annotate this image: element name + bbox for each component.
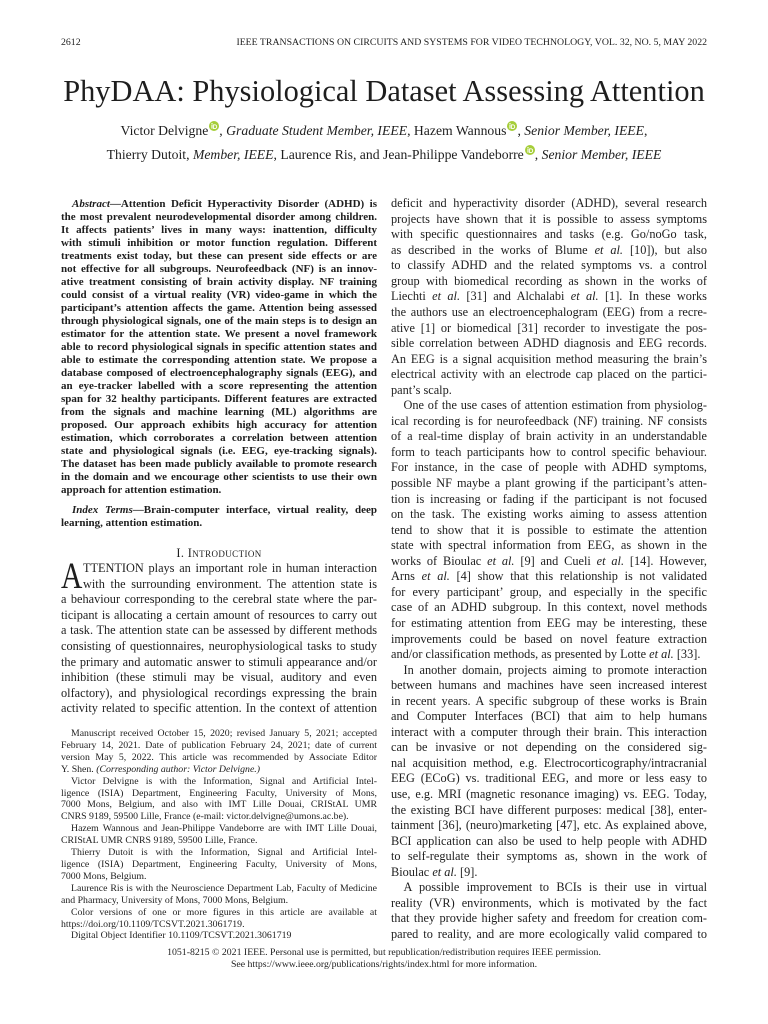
page-number: 2612 <box>61 37 81 48</box>
text-run: Victor Delvigne <box>120 123 209 138</box>
body-line <box>391 383 707 399</box>
footnote-line <box>61 895 377 907</box>
footnote-line <box>61 728 377 740</box>
abstract-line <box>61 406 377 419</box>
text-run: Bioulac <box>391 864 433 879</box>
body-line <box>61 686 377 702</box>
body-line <box>61 608 377 624</box>
body-line <box>391 834 707 850</box>
text-run: and Computer Interfaces (BCI) that aim to help humans <box>391 709 707 724</box>
text-run: and/or classification methods, as presented by Lotte <box>391 647 650 662</box>
italic-run: Senior Member, IEEE <box>524 123 645 138</box>
abstract-line <box>61 445 377 458</box>
text-run: 1051-8215 © 2021 IEEE. Personal use is permitted, but republication/redistribution requires IEEE permission. <box>167 947 601 958</box>
text-run: span for 32 healthy participants. Different features are extracted <box>61 393 377 406</box>
text-run: Y. Shen. <box>61 763 97 775</box>
body-line <box>391 196 707 212</box>
abstract-line <box>61 484 377 497</box>
text-run: ative [1] or biomedical [31] recorder to investigate the pos- <box>391 320 707 335</box>
footnotes <box>61 728 377 942</box>
text-run: Color versions of one or more figures in this article are available at <box>71 906 377 918</box>
body-line <box>391 663 707 679</box>
body-line <box>391 492 707 508</box>
text-run: improvements could be based on novel feature extraction <box>391 631 707 646</box>
text-run: the authors use an electroencephalogram (EEG) from a recre- <box>391 305 707 320</box>
text-run: approach for attention estimation. <box>61 484 222 497</box>
text-run: tainment [36], (neuro)marketing [47], etc. As explained above, <box>391 818 707 833</box>
body-line <box>61 577 377 593</box>
right-column-body <box>391 196 707 942</box>
abstract-line <box>61 419 377 432</box>
text-run: projects have shown that it is possible to assess symptoms <box>391 211 707 226</box>
footnote-line <box>61 907 377 919</box>
text-run: version May 5, 2022. This article was recommended by Associate Editor <box>61 751 377 763</box>
footnote-line <box>61 799 377 811</box>
left-column-body <box>61 561 377 716</box>
italic-run: et al. <box>596 553 625 568</box>
body-line <box>391 367 707 383</box>
italic-run: et al. <box>421 569 450 584</box>
abstract-line <box>61 237 377 250</box>
italic-run: et al. <box>432 289 461 304</box>
abstract-line <box>61 302 377 315</box>
text-run: possible NF maybe a plant growing if the participant’s atten- <box>391 476 707 491</box>
text-run: with specific questionnaires and tasks (e.g. Go/noGo task, <box>391 227 707 242</box>
text-run: a task. The attention state can be assessed by different methods <box>61 623 377 638</box>
orcid-icon <box>525 145 535 155</box>
text-run: consisting of questionnaires, neurophysiological tasks to study <box>61 639 377 654</box>
text-run: a behaviour corresponding to the cerebral state where the par- <box>61 592 377 607</box>
text-run: sible correlation between ADHD diagnosis and EEG records. <box>391 336 707 351</box>
italic-run: Graduate Student Member, IEEE <box>226 123 408 138</box>
text-run: through physiological signals, one of the main steps is to design an <box>61 315 377 328</box>
abstract-line <box>61 198 377 211</box>
text-run: olfactory), and physiological recordings expressing the brain <box>61 685 377 700</box>
text-run: , <box>644 123 648 138</box>
body-line <box>391 352 707 368</box>
drop-cap: A <box>61 556 83 597</box>
text-run: as described in the works of Blume <box>391 242 595 257</box>
body-line <box>391 569 707 585</box>
body-line <box>391 585 707 601</box>
body-line <box>391 227 707 243</box>
footnote-line <box>61 776 377 788</box>
text-run: electrical activity with an electrode cap placed on the partici- <box>391 367 707 382</box>
text-run: CRIStAL UMR CNRS 9189, 59500 Lille, France. <box>61 835 258 847</box>
text-run: ligence (ISIA) Department, Engineering Faculty, University of Mons, <box>61 858 377 870</box>
footnote-line <box>61 919 377 931</box>
abstract-line <box>61 263 377 276</box>
text-run: [9]. <box>456 864 478 879</box>
author-line <box>0 119 768 143</box>
text-run: able to record physiological signals in specific attention states and <box>61 341 377 354</box>
text-run: activity related to specific attention. In the context of attention <box>61 701 377 716</box>
italic-run: et al. <box>570 289 599 304</box>
italic-run: et al. <box>432 864 457 879</box>
body-line <box>391 507 707 523</box>
footnote-line <box>61 930 377 942</box>
italic-run: et al. <box>649 647 674 662</box>
text-run: to self-regulate their symptoms as, shown in the work of <box>391 849 707 864</box>
text-run: form to teach participants how to control specific behaviour. <box>391 444 707 459</box>
text-run: An EEG is a signal acquisition method measuring the brain’s <box>391 351 707 366</box>
italic-run: et al. <box>594 242 624 257</box>
text-run: nal acquisition method, e.g. Electrocorticography/intracranial <box>391 755 707 770</box>
text-run: learning, attention estimation. <box>61 516 203 529</box>
text-run: and Pharmacy, University of Mons, 7000 Mons, Belgium. <box>61 894 289 906</box>
body-line <box>391 414 707 430</box>
text-run: [31] and Alchalabi <box>460 289 571 304</box>
text-run: Thierry Dutoit, <box>106 147 193 162</box>
text-run: , <box>517 123 525 138</box>
body-line <box>391 896 707 912</box>
text-run: Liechti <box>391 289 433 304</box>
abstract-line <box>61 289 377 302</box>
text-run: BCI application can also be used to help people with ADHD <box>391 833 707 848</box>
text-run: interact with a computer through their brain. This interaction <box>391 724 707 739</box>
text-run: participant’s attention affects the game. Attention being assessed <box>61 302 377 315</box>
body-line <box>391 212 707 228</box>
italic-run: (Corresponding author: Victor Delvigne.) <box>96 763 261 775</box>
text-run: , <box>534 147 542 162</box>
text-run: in the domain and we encourage other scientists to use their own <box>61 471 377 484</box>
body-line <box>61 639 377 655</box>
text-run: One of the use cases of attention estimation from physiolog- <box>403 398 707 413</box>
body-line <box>391 616 707 632</box>
text-run: Thierry Dutoit is with the Information, Signal and Artificial Intel- <box>71 847 377 859</box>
text-run: deficit and hyperactivity disorder (ADHD), several research <box>391 196 707 211</box>
text-run: for every participant’ group, and especially in the specific <box>391 584 707 599</box>
text-run: Laurence Ris is with the Neuroscience Department Lab, Faculty of Medicine <box>71 882 377 894</box>
text-run: the most prevalent neurodevelopmental disorder among children. <box>61 211 377 224</box>
body-line <box>391 865 707 881</box>
abstract-line <box>61 211 377 224</box>
text-run: ative treatment consisting of brain activity display. NF training <box>61 276 377 289</box>
footnote-line <box>61 871 377 883</box>
text-run: the primary and automatic answer to stimuli appearance and/or <box>61 654 377 669</box>
text-run: [9] and Cueli <box>514 553 597 568</box>
text-run: [4] show that this relationship is not validated <box>449 569 707 584</box>
body-line <box>391 321 707 337</box>
body-line <box>391 818 707 834</box>
copyright-notice <box>0 947 768 971</box>
text-run: pant’s scalp. <box>391 382 452 397</box>
body-line <box>61 670 377 686</box>
text-run: tend to show that it is possible to estimate the attention <box>391 522 707 537</box>
text-run: in recent years. A specific subgroup of these works is Brain <box>391 693 707 708</box>
abstract-label: Abstract <box>72 198 110 210</box>
text-run: https://doi.org/10.1109/TCSVT.2021.3061719. <box>61 918 245 930</box>
body-line <box>391 445 707 461</box>
text-run: that they provide higher safety and freedom for creation com- <box>391 911 707 926</box>
body-line <box>391 600 707 616</box>
text-run: can be invasive or not depending on the considered sig- <box>391 740 707 755</box>
orcid-icon <box>209 121 219 131</box>
text-run: Arns <box>391 569 422 584</box>
text-run: Manuscript received October 15, 2020; revised January 5, 2021; accepted <box>71 728 377 739</box>
body-line <box>391 678 707 694</box>
text-run: could consist of a virtual reality (VR) video-game in which the <box>61 289 377 302</box>
body-line <box>391 709 707 725</box>
abstract-line <box>61 354 377 367</box>
abstract-line <box>61 380 377 393</box>
text-run: inhibition (these stimuli may be visual, auditory and even <box>61 670 377 685</box>
text-run: Victor Delvigne is with the Information, Signal and Artificial Intel- <box>71 775 377 787</box>
body-line <box>391 243 707 259</box>
footnote-line <box>61 823 377 835</box>
text-run: able to estimate the corresponding attention state. We propose a <box>61 354 377 367</box>
text-run: case of an ADHD subgroup. In this context, novel methods <box>391 600 707 615</box>
text-run: with stimuli inhibition or motor function regulation. Different <box>61 237 377 250</box>
text-run: state with spectral information from EEG, as shown in the <box>391 538 707 553</box>
text-run: ical recording is for neurofeedback (NF) training. NF consists <box>391 413 707 428</box>
footnote-line <box>61 764 377 776</box>
orcid-icon <box>507 121 517 131</box>
index-terms <box>61 504 377 530</box>
section-heading: I. Introduction <box>176 546 262 560</box>
text-run: group with biomedical recording as shown in the works of <box>391 273 707 288</box>
footnote-line <box>61 740 377 752</box>
abstract-line <box>61 250 377 263</box>
body-line <box>391 725 707 741</box>
text-run: treatments exist today, but these can present side effects or are <box>61 250 377 263</box>
text-run: TTENTION plays an important role in human interaction <box>83 561 377 576</box>
footnote-line <box>61 883 377 895</box>
text-run: proposed. Our approach exhibits high accuracy for attention <box>61 419 377 432</box>
body-line <box>61 623 377 639</box>
body-line <box>391 398 707 414</box>
body-line <box>391 756 707 772</box>
text-run: with the surrounding environment. The attention state is <box>83 576 377 591</box>
text-run: to classify ADHD and the related symptoms vs. a control <box>391 258 707 273</box>
text-run: , Laurence Ris, and Jean-Philippe Vandeborre <box>273 147 524 162</box>
body-line <box>391 258 707 274</box>
text-run: February 14, 2021. Date of publication February 24, 2021; date of current <box>61 739 377 751</box>
text-run: Hazem Wannous and Jean-Philippe Vandeborre are with IMT Lille Douai, <box>71 823 377 835</box>
text-run: —Brain-computer interface, virtual reality, deep <box>132 503 377 516</box>
text-run: use, e.g. MRI (magnetic resonance imaging) vs. EEG. Today, <box>391 786 707 801</box>
author-list <box>0 119 768 167</box>
body-line <box>391 429 707 445</box>
body-line <box>61 655 377 671</box>
abstract-line <box>61 276 377 289</box>
text-run: between humans and machines have seen increased interest <box>391 678 707 693</box>
text-run: tion is increasing or fading if the participant is not focused <box>391 491 707 506</box>
body-line <box>391 476 707 492</box>
abstract-line <box>61 471 377 484</box>
text-run: [33]. <box>673 647 701 662</box>
body-line <box>391 849 707 865</box>
running-header: IEEE TRANSACTIONS ON CIRCUITS AND SYSTEMS FOR VIDEO TECHNOLOGY, VOL. 32, NO. 5, MAY 2022 <box>236 37 707 48</box>
body-line <box>391 336 707 352</box>
abstract <box>61 198 377 497</box>
text-run: —Attention Deficit Hyperactivity Disorder (ADHD) is <box>109 198 377 210</box>
body-line <box>391 647 707 663</box>
body-line <box>391 803 707 819</box>
footnote-line <box>61 847 377 859</box>
body-line <box>391 274 707 290</box>
paper-title: PhyDAA: Physiological Dataset Assessing Attention <box>63 74 705 108</box>
body-line <box>61 701 377 717</box>
copyright-line <box>0 959 768 971</box>
italic-run: Member, IEEE <box>192 147 274 162</box>
abstract-line <box>61 328 377 341</box>
body-line <box>391 523 707 539</box>
text-run: ligence (ISIA) Department, Engineering Faculty, University of Mons, <box>61 787 377 799</box>
text-run: estimator for the attention state. We present a novel framework <box>61 328 377 341</box>
text-run: The dataset has been made publicly available to promote research <box>61 458 377 471</box>
body-line <box>391 911 707 927</box>
text-run: 7000 Mons, Belgium, and also with IMT Lille Douai, CRIStAL UMR <box>61 799 377 811</box>
text-run: works of Bioulac <box>391 553 488 568</box>
body-line <box>391 771 707 787</box>
text-run: database composed of electroencephalography signals (EEG), and <box>61 367 377 380</box>
abstract-line <box>61 341 377 354</box>
text-run: EEG (ECoG) vs. traditional EEG, and more or less easy to <box>391 771 707 786</box>
body-line <box>391 460 707 476</box>
index-terms-line <box>61 517 377 530</box>
text-run: estimation, which corroborates a correlation between attention <box>61 432 377 445</box>
body-line <box>61 561 377 577</box>
body-line <box>391 740 707 756</box>
text-run: CNRS 9189, 59500 Lille, France (e-mail: victor.delvigne@umons.ac.be). <box>61 811 349 823</box>
text-run: [1]. In these works <box>598 289 707 304</box>
text-run: It affects patients’ lives in many ways: inattention, difficulty <box>61 224 377 237</box>
italic-run: et al. <box>487 553 515 568</box>
text-run: 7000 Mons, Belgium. <box>61 870 147 882</box>
body-line <box>391 632 707 648</box>
text-run: of a real-time display of brain activity in an understandable <box>391 429 707 444</box>
index-terms-label: Index Terms <box>72 503 133 516</box>
text-run: an eye-tracker labelled with a score representing the attention <box>61 380 377 393</box>
text-run: , <box>219 123 227 138</box>
footnote-line <box>61 859 377 871</box>
footnote-line <box>61 752 377 764</box>
text-run: For instance, in the case of people with ADHD symptoms, <box>391 460 707 475</box>
text-run: pared to reality, and are more ecologically valid compared to <box>391 926 707 941</box>
footnote-line <box>61 788 377 800</box>
text-run: for estimating attention from EEG may be interesting, these <box>391 615 707 630</box>
text-run: reality (VR) environments, which is motivated by the fact <box>391 895 707 910</box>
body-line <box>391 289 707 305</box>
abstract-line <box>61 315 377 328</box>
abstract-line <box>61 224 377 237</box>
abstract-line <box>61 458 377 471</box>
author-line <box>0 143 768 167</box>
copyright-line <box>0 947 768 959</box>
text-run: Digital Object Identifier 10.1109/TCSVT.2021.3061719 <box>71 930 292 942</box>
footnote-line <box>61 835 377 847</box>
text-run: [14]. However, <box>624 553 707 568</box>
body-line <box>61 592 377 608</box>
abstract-line <box>61 393 377 406</box>
body-line <box>391 554 707 570</box>
text-run: not effective for all subgroups. Neurofeedback (NF) is an innov- <box>61 263 377 276</box>
body-line <box>391 538 707 554</box>
text-run: , Hazem Wannous <box>407 123 507 138</box>
index-terms-line <box>61 504 377 517</box>
italic-run: Senior Member, IEEE <box>541 147 662 162</box>
text-run: state and physiological signals (i.e. EEG, eye-tracking signals). <box>61 445 377 458</box>
text-run: the existing BCI have different purposes: medical [38], enter- <box>391 802 707 817</box>
text-run: See https://www.ieee.org/publications/rights/index.html for more information. <box>230 959 538 970</box>
body-line <box>391 880 707 896</box>
text-run: ticipant is allocating a certain amount of resources to carry out <box>61 607 377 622</box>
body-line <box>391 787 707 803</box>
text-run: In another domain, projects aiming to promote interaction <box>403 662 707 677</box>
text-run: [10]), but also <box>623 242 707 257</box>
text-run: on the task. The existing works aiming to assess attention <box>391 507 707 522</box>
body-line <box>391 694 707 710</box>
text-run: from the signals and machine learning (ML) algorithms are <box>61 406 377 419</box>
body-line <box>391 305 707 321</box>
text-run: A possible improvement to BCIs is their use in virtual <box>403 880 707 895</box>
abstract-line <box>61 367 377 380</box>
body-line <box>391 927 707 943</box>
footnote-line <box>61 811 377 823</box>
abstract-line <box>61 432 377 445</box>
